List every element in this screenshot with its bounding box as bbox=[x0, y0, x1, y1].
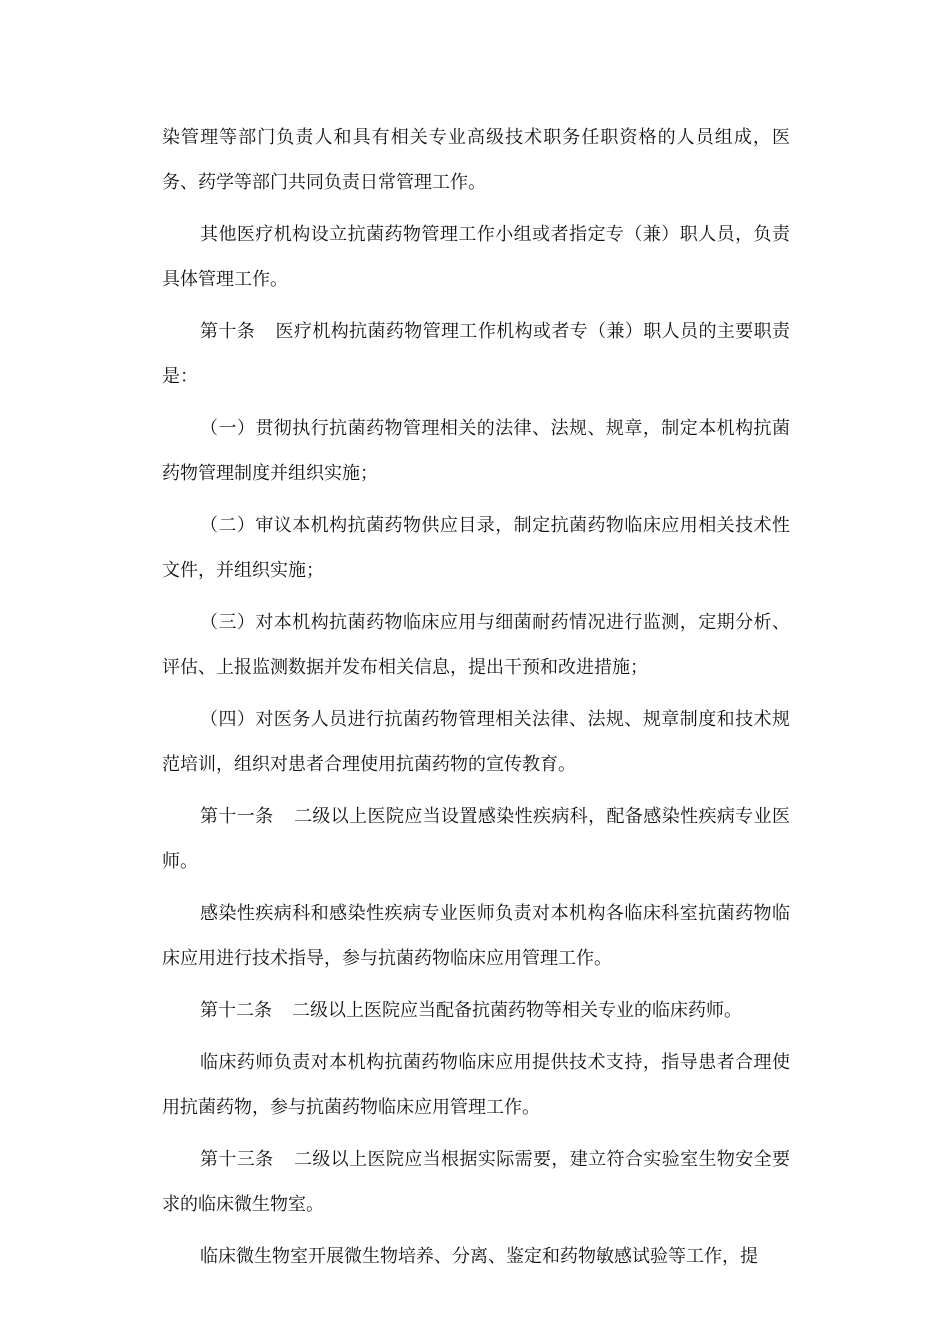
article-text: 二级以上医院应当根据实际需要，建立符合实验室生物安全要求的临床微生物室。 bbox=[162, 1149, 791, 1215]
article-text: 二级以上医院应当设置感染性疾病科，配备感染性疾病专业医师。 bbox=[162, 806, 791, 872]
list-item: （四）对医务人员进行抗菌药物管理相关法律、法规、规章制度和技术规范培训，组织对患者合理使用抗菌药物的宣传教育。 bbox=[162, 709, 790, 775]
paragraph-body: 感染性疾病科和感染性疾病专业医师负责对本机构各临床科室抗菌药物临床应用进行技术指导，参与抗菌药物临床应用管理工作。 bbox=[162, 903, 790, 969]
article-text: 医疗机构抗菌药物管理工作机构或者专（兼）职人员的主要职责是： bbox=[162, 321, 791, 387]
document-body bbox=[162, 115, 790, 1286]
paragraph-body: 临床药师负责对本机构抗菌药物临床应用提供技术支持，指导患者合理使用抗菌药物，参与抗菌药物临床应用管理工作。 bbox=[162, 1052, 790, 1118]
article-number: 第十二条 bbox=[200, 1000, 272, 1021]
article-number: 第十一条 bbox=[200, 806, 274, 827]
paragraph-article-11 bbox=[162, 794, 790, 884]
paragraph-article-13 bbox=[162, 1137, 790, 1227]
paragraph-body: 临床微生物室开展微生物培养、分离、鉴定和药物敏感试验等工作，提 bbox=[200, 1246, 758, 1267]
list-item: （一）贯彻执行抗菌药物管理相关的法律、法规、规章，制定本机构抗菌药物管理制度并组织实施； bbox=[162, 418, 790, 484]
article-number: 第十条 bbox=[200, 321, 256, 342]
paragraph-continuation: 染管理等部门负责人和具有相关专业高级技术职务任职资格的人员组成，医务、药学等部门共同负责日常管理工作。 bbox=[162, 127, 790, 193]
paragraph-body: 其他医疗机构设立抗菌药物管理工作小组或者指定专（兼）职人员，负责具体管理工作。 bbox=[162, 224, 790, 290]
paragraph-article-12 bbox=[162, 988, 790, 1033]
article-number: 第十三条 bbox=[200, 1149, 274, 1170]
list-item: （三）对本机构抗菌药物临床应用与细菌耐药情况进行监测，定期分析、评估、上报监测数据并发布相关信息，提出干预和改进措施； bbox=[162, 612, 790, 678]
article-text: 二级以上医院应当配备抗菌药物等相关专业的临床药师。 bbox=[292, 1000, 742, 1021]
paragraph-article-10 bbox=[162, 309, 790, 399]
list-item: （二）审议本机构抗菌药物供应目录，制定抗菌药物临床应用相关技术性文件，并组织实施； bbox=[162, 515, 790, 581]
